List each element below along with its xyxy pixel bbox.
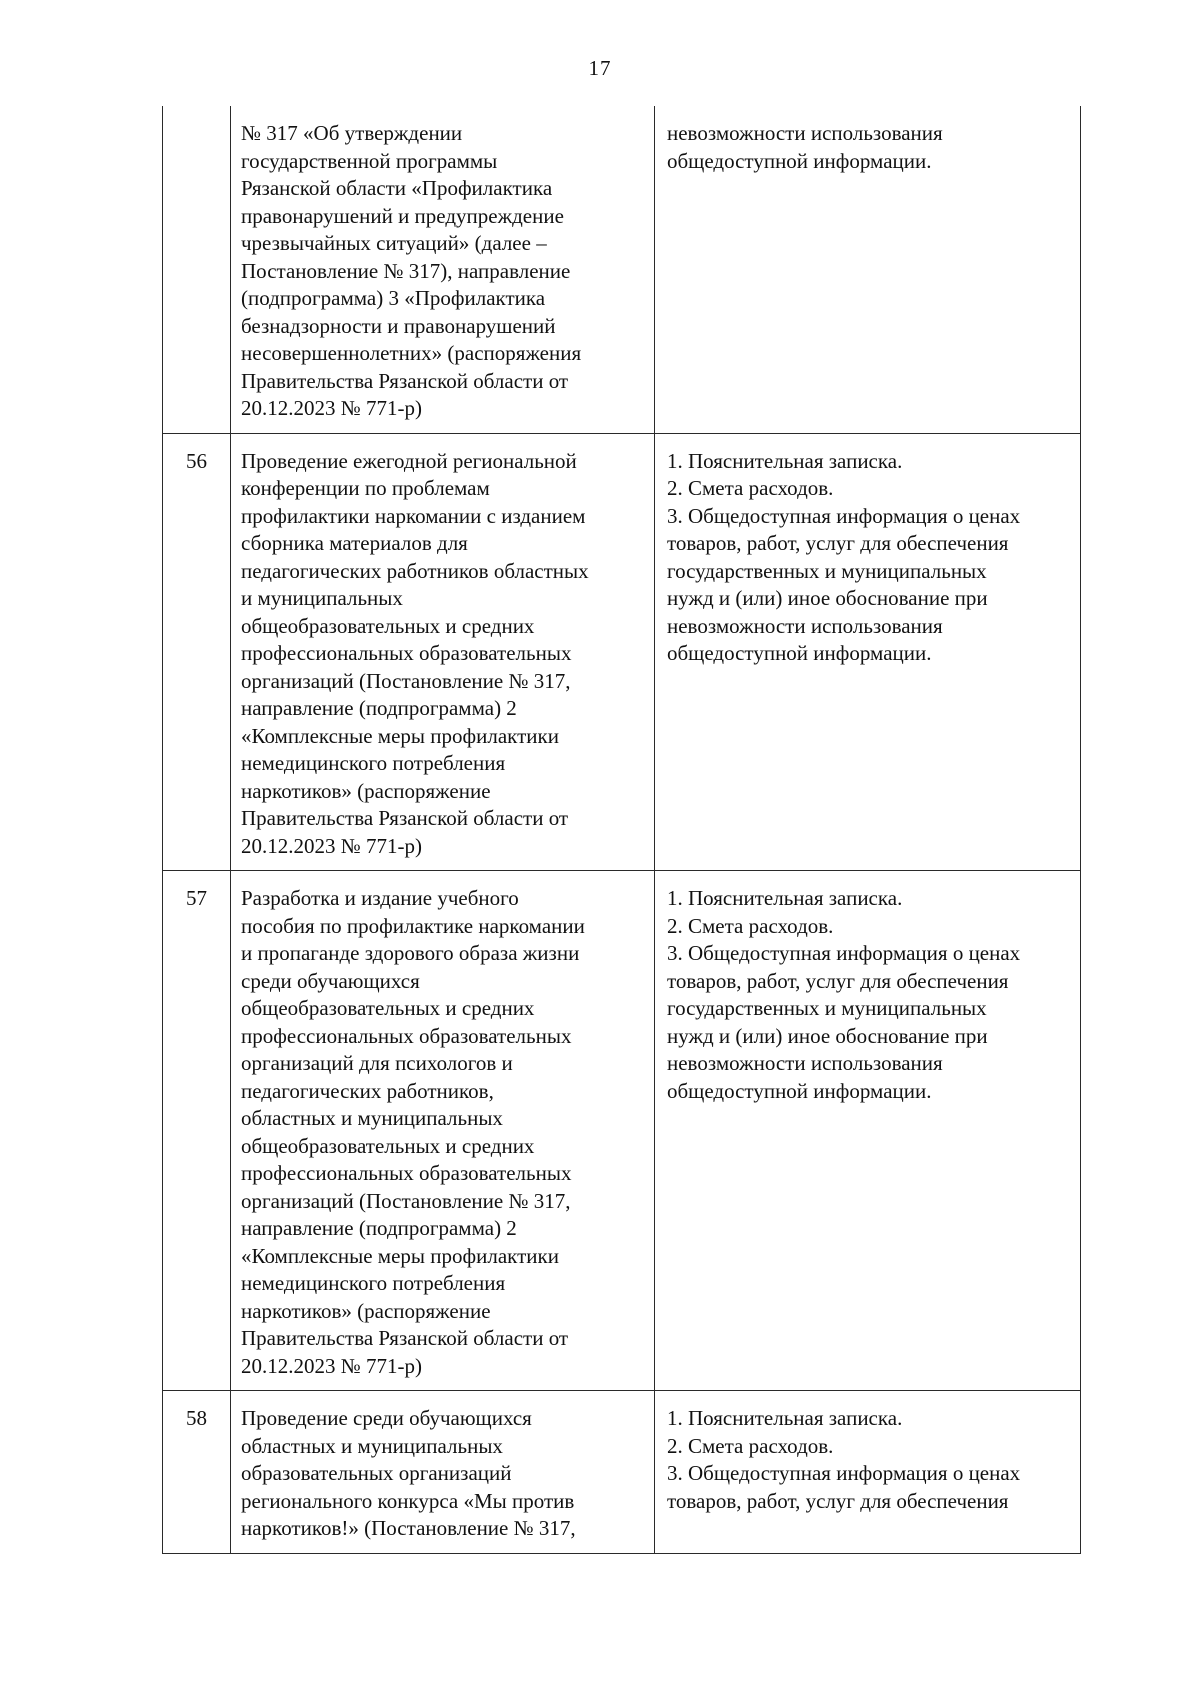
table-row (163, 1391, 1081, 1554)
row-number-cell: 57 (163, 871, 231, 1391)
event-description-line: организаций (Постановление № 317, (241, 1188, 571, 1213)
justification-document-line: государственных и муниципальных (667, 558, 987, 583)
event-description-line: государственной программы (241, 148, 498, 173)
event-description-line: общеобразовательных и средних (241, 996, 535, 1020)
event-description-line: областных и муниципальных (241, 1106, 503, 1130)
event-description-line: 20.12.2023 № 771-р) (241, 1353, 423, 1378)
event-description-line: правонарушений и предупреждение (241, 203, 564, 228)
justification-document-line: 3. Общедоступная информация о ценах (667, 503, 1021, 528)
justification-documents-cell (655, 433, 1081, 871)
event-description-line: профессиональных образовательных (241, 1161, 572, 1185)
event-description-line: 20.12.2023 № 771-р) (241, 396, 423, 420)
justification-document-line: 3. Общедоступная информация о ценах (667, 941, 1021, 965)
event-description-line: несовершеннолетних» (распоряжения (241, 341, 582, 365)
event-description-line: чрезвычайных ситуаций» (далее – (241, 231, 547, 255)
event-description-line: педагогических работников, (241, 1078, 494, 1103)
event-description-line: Рязанской области «Профилактика (241, 176, 553, 200)
event-description-cell (231, 1391, 655, 1554)
event-description-line: профилактики наркомании с изданием (241, 503, 586, 528)
event-description-line: «Комплексные меры профилактики (241, 1243, 559, 1268)
event-description-line: организаций для психологов и (241, 1051, 513, 1075)
event-description-line: и пропаганде здорового образа жизни (241, 941, 580, 965)
table-body (163, 106, 1081, 1553)
event-description-line: и муниципальных (241, 586, 403, 610)
justification-document-line: 2. Смета расходов. (667, 1433, 834, 1458)
event-description-line: профессиональных образовательных (241, 641, 572, 665)
event-description-line: направление (подпрограмма) 2 (241, 696, 517, 720)
row-number-cell: 58 (163, 1391, 231, 1554)
table-row (163, 433, 1081, 871)
justification-documents-cell (655, 106, 1081, 433)
event-description-line: Правительства Рязанской области от (241, 806, 569, 830)
justification-document-line: общедоступной информации. (667, 1078, 932, 1103)
justification-document-line: 1. Пояснительная записка. (667, 448, 903, 473)
justification-document-line: товаров, работ, услуг для обеспечения (667, 968, 1009, 993)
event-description-line: немедицинского потребления (241, 1271, 506, 1295)
justification-document-line: государственных и муниципальных (667, 996, 987, 1020)
event-description-line: наркотиков!» (Постановление № 317, (241, 1516, 576, 1540)
event-description-line: среди обучающихся (241, 968, 420, 993)
justification-document-line: общедоступной информации. (667, 148, 932, 173)
row-number-cell: 56 (163, 433, 231, 871)
event-description-line: 20.12.2023 № 771-р) (241, 833, 423, 858)
justification-document-line: 2. Смета расходов. (667, 476, 834, 500)
event-description-line: общеобразовательных и средних (241, 1133, 535, 1158)
event-description-line: № 317 «Об утверждении (241, 121, 463, 145)
event-description-line: профессиональных образовательных (241, 1023, 572, 1048)
event-description-line: пособия по профилактике наркомании (241, 913, 585, 938)
event-description-line: Проведение среди обучающихся (241, 1406, 532, 1430)
justification-document-line: невозможности использования (667, 121, 943, 145)
event-description-cell (231, 106, 655, 433)
justification-document-line: товаров, работ, услуг для обеспечения (667, 1488, 1009, 1513)
event-description-line: немедицинского потребления (241, 751, 506, 775)
event-description-line: педагогических работников областных (241, 558, 589, 583)
justification-document-line: невозможности использования (667, 613, 943, 638)
event-description-line: Правительства Рязанской области от (241, 368, 569, 393)
event-description-line: образовательных организаций (241, 1461, 512, 1485)
event-description-line: безнадзорности и правонарушений (241, 313, 556, 338)
justification-document-line: невозможности использования (667, 1051, 943, 1075)
event-description-line: Разработка и издание учебного (241, 886, 519, 910)
justification-documents-cell (655, 871, 1081, 1391)
justification-document-line: 3. Общедоступная информация о ценах (667, 1461, 1021, 1485)
justification-document-line: 1. Пояснительная записка. (667, 886, 903, 910)
event-description-line: «Комплексные меры профилактики (241, 723, 559, 748)
event-description-line: наркотиков» (распоряжение (241, 778, 491, 803)
table-row (163, 106, 1081, 433)
event-description-line: (подпрограмма) 3 «Профилактика (241, 286, 546, 310)
event-description-cell (231, 433, 655, 871)
event-description-line: конференции по проблемам (241, 476, 490, 500)
event-description-line: организаций (Постановление № 317, (241, 668, 571, 693)
event-description-line: сборника материалов для (241, 531, 468, 555)
event-description-line: Проведение ежегодной региональной (241, 448, 577, 473)
measures-table (162, 106, 1081, 1554)
justification-document-line: 1. Пояснительная записка. (667, 1406, 903, 1430)
event-description-line: областных и муниципальных (241, 1433, 503, 1458)
event-description-line: наркотиков» (распоряжение (241, 1298, 491, 1323)
event-description-line: общеобразовательных и средних (241, 613, 535, 638)
justification-document-line: нужд и (или) иное обоснование при (667, 586, 988, 610)
justification-document-line: нужд и (или) иное обоснование при (667, 1023, 988, 1048)
event-description-line: Правительства Рязанской области от (241, 1326, 569, 1350)
justification-document-line: общедоступной информации. (667, 641, 932, 665)
page-number: 17 (588, 56, 612, 80)
event-description-line: Постановление № 317), направление (241, 258, 571, 283)
event-description-line: направление (подпрограмма) 2 (241, 1216, 517, 1240)
event-description-line: регионального конкурса «Мы против (241, 1488, 575, 1513)
table-row (163, 871, 1081, 1391)
event-description-cell (231, 871, 655, 1391)
justification-document-line: 2. Смета расходов. (667, 913, 834, 938)
justification-document-line: товаров, работ, услуг для обеспечения (667, 531, 1009, 555)
justification-documents-cell (655, 1391, 1081, 1554)
row-number-cell (163, 106, 231, 433)
